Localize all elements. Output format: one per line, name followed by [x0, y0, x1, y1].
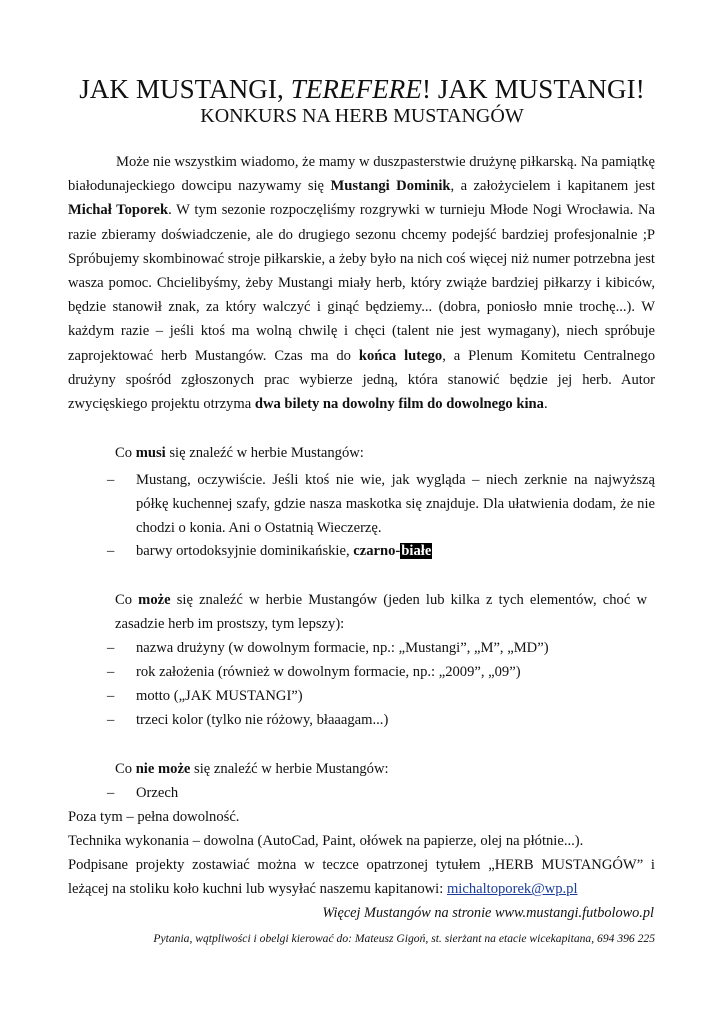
must-heading: Co musi się znaleźć w herbie Mustangów:	[115, 445, 364, 461]
dash-bullet: –	[107, 472, 115, 488]
contact-note: Pytania, wątpliwości i obelgi kierować do: Mateusz Gigoń, st. sierżant na etacie wicekapitana, 694 396 225	[153, 932, 655, 945]
team-name: Mustangi Dominik	[330, 178, 451, 195]
captain-name: Michał Toporek	[68, 202, 169, 219]
submission-note: Podpisane projekty zostawiać można w teczce opatrzonej tytułem „HERB MUSTANGÓW” i leżącej na stoliku koło kuchni lub wysyłać naszemu kapitanowi: michaltoporek@wp.pl	[68, 857, 655, 898]
title-italic: TEREFERE	[290, 74, 422, 104]
highlighted-white: białe	[401, 543, 432, 559]
technique-note: Technika wykonania – dowolna (AutoCad, Paint, ołówek na papierze, olej na płótnie...).	[68, 833, 584, 849]
page-subtitle: KONKURS NA HERB MUSTANGÓW	[200, 105, 524, 127]
deadline: końca lutego	[358, 347, 443, 364]
freedom-note: Poza tym – pełna dowolność.	[68, 809, 240, 825]
mustnot-heading: Co nie może się znaleźć w herbie Mustangów:	[115, 761, 389, 777]
dash-bullet: –	[107, 688, 115, 704]
intro-paragraph: Może nie wszystkim wiadomo, że mamy w duszpasterstwie drużynę piłkarską. Na pamiątkę białodunajeckiego dowcipu nazywamy się Mustangi Dominik, a założycielem i kapitanem jest Michał Toporek. W tym sezonie rozpoczęliśmy rozgrywki w turnieju Młode Nogi Wrocławia. Na razie zbieramy doświadczenie, ale do drugiego sezonu chcemy podejść bardziej profesjonalnie ;P Spróbujemy skombinować stroje piłkarskie, a żeby było na nich coś więcej niż numer potrzebna jest wasza pomoc. Chcielibyśmy, żeby Mustangi miały herb, który zwiąże bardziej piłkarzy i kibiców, będzie stanowił znak, za który walczyć i ginąć będziemy... (dobra, poniosło mnie trochę...). W każdym razie – jeśli ktoś ma wolną chwilę i chęci (talent nie jest wymagany), niech spróbuje zaprojektować herb Mustangów. Czas ma do końca lutego, a Plenum Komitetu Centralnego drużyny spośród zgłoszonych prac wybierze jedną, która stanowić będzie jej herb. Autor zwycięskiego projektu otrzyma dwa bilety na dowolny film do dowolnego kina.	[68, 154, 656, 413]
dash-bullet: –	[107, 712, 115, 728]
document-page: JAK MUSTANGI, TEREFERE! JAK MUSTANGI! KONKURS NA HERB MUSTANGÓW Może nie wszystkim wiadomo, że mamy w duszpasterstwie drużynę piłkarską. Na pamiątkę białodunajeckiego dowcipu nazywamy się Mustangi Dominik, a założycielem i kapitanem jest Michał Toporek. W tym sezonie rozpoczęliśmy rozgrywki w turnieju Młode Nogi Wrocławia. Na razie zbieramy doświadczenie, ale do drugiego sezonu chcemy podejść bardziej profesjonalnie ;P Spróbujemy skombinować stroje piłkarskie, a żeby było na nich coś więcej niż numer potrzebna jest wasza pomoc. Chcielibyśmy, żeby Mustangi miały herb, który zwiąże bardziej piłkarzy i kibiców, będzie stanowił znak, za który walczyć i ginąć będziemy... (dobra, poniosło mnie trochę...). W każdym razie – jeśli ktoś ma wolną chwilę i chęci (talent nie jest wymagany), niech spróbuje zaprojektować herb Mustangów. Czas ma do końca lutego, a Plenum Komitetu Centralnego drużyny spośród zgłoszonych prac wybierze jedną, która stanowić będzie jej herb. Autor zwycięskiego projektu otrzyma dwa bilety na dowolny film do dowolnego kina. Co musi się znaleźć w herbie Mustangów: – Mustang, oczywiście. Jeśli ktoś nie wie, jak wygląda – niech zerknie na najwyższą półkę kuchennej szafy, gdzie nasza maskotka się znajduje. Dla ułatwienia dodam, że nie chodzi o konia. Ani o Ostatnią Wieczerzę. – barwy ortodoksyjnie dominikańskie, czarno-białe Co może się znaleźć w herbie Mustangów (jeden lub kilka z tych elementów, choć w zasadzie herb im prostszy, tym lepszy): – nazwa drużyny (w dowolnym formacie, np.: „Mustangi”, „M”, „MD”) – rok założenia (również w dowolnym formacie, np.: „2009”, „09”) – motto („JAK MUSTANGI”) – trzeci kolor (tylko nie różowy, błaaagam...) Co nie może się znaleźć w herbie Mustangów: – Orzech Poza tym – pełna dowolność. Technika wykonania – dowolna (AutoCad, Paint, ołówek na papierze, olej na płótnie...). Podpisane projekty zostawiać można w teczce opatrzonej tytułem „HERB MUSTANGÓW” i leżącej na stoliku koło kuchni lub wysyłać naszemu kapitanowi: michaltoporek@wp.pl Więcej Mustangów na stronie www.mustangi.futbolowo.pl Pytania, wątpliwości i obelgi kierować do: Mateusz Gigoń, st. sierżant na etacie wicekapitana, 694 396 225	[0, 0, 724, 1024]
dash-bullet: –	[107, 640, 115, 656]
dash-bullet: –	[107, 785, 115, 801]
may-heading: Co może się znaleźć w herbie Mustangów (jeden lub kilka z tych elementów, choć w zasadzie herb im prostszy, tym lepszy):	[115, 592, 647, 633]
dash-bullet: –	[107, 664, 115, 680]
website-note: Więcej Mustangów na stronie www.mustangi.futbolowo.pl	[322, 905, 654, 921]
email-link[interactable]: michaltoporek@wp.pl	[446, 881, 578, 898]
dash-bullet: –	[107, 543, 115, 559]
page-title: JAK MUSTANGI, TEREFERE! JAK MUSTANGI!	[79, 74, 645, 104]
prize: dwa bilety na dowolny film do dowolnego kina	[254, 396, 544, 413]
